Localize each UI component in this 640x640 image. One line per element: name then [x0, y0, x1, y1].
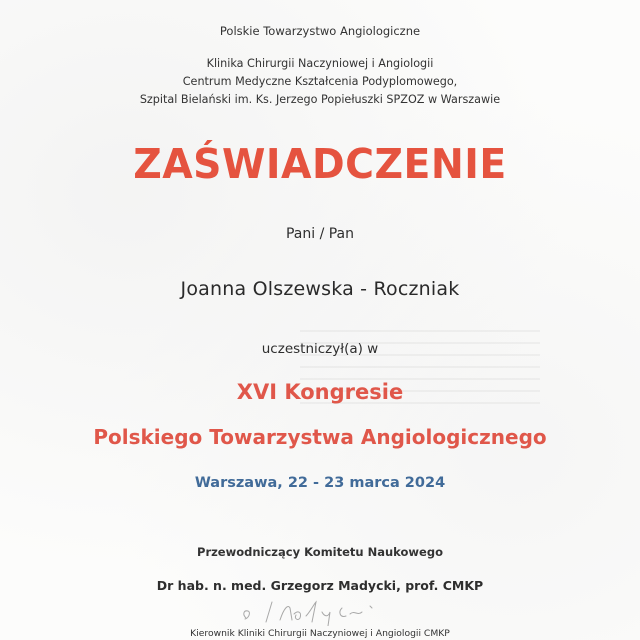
participation-text: uczestniczył(a) w — [261, 341, 379, 357]
signatory-name: Dr hab. n. med. Grzegorz Madycki, prof. CMKP — [156, 578, 484, 593]
signatory-role: Przewodniczący Komitetu Naukowego — [197, 545, 443, 559]
organization-name: Polskie Towarzystwo Angiologiczne — [219, 24, 421, 38]
recipient-name: Joanna Olszewska - Roczniak — [180, 278, 460, 300]
institution-line-2: Centrum Medyczne Kształcenia Podyplomowego, — [182, 75, 458, 88]
certificate-title: ZAŚWIADCZENIE — [133, 140, 507, 188]
handwritten-signature-icon — [232, 596, 402, 626]
institution-line-3: Szpital Bielański im. Ks. Jerzego Popiełuszki SPZOZ w Warszawie — [139, 93, 501, 106]
salutation: Pani / Pan — [285, 226, 355, 242]
signatory-position: Kierownik Kliniki Chirurgii Naczyniowej i Angiologii CMKP — [190, 628, 450, 639]
institution-line-1: Klinika Chirurgii Naczyniowej i Angiologii — [206, 57, 434, 70]
event-date-place: Warszawa, 22 - 23 marca 2024 — [194, 475, 446, 491]
event-title-line-2: Polskiego Towarzystwa Angiologicznego — [93, 425, 547, 449]
event-title-line-1: XVI Kongresie — [236, 380, 404, 404]
